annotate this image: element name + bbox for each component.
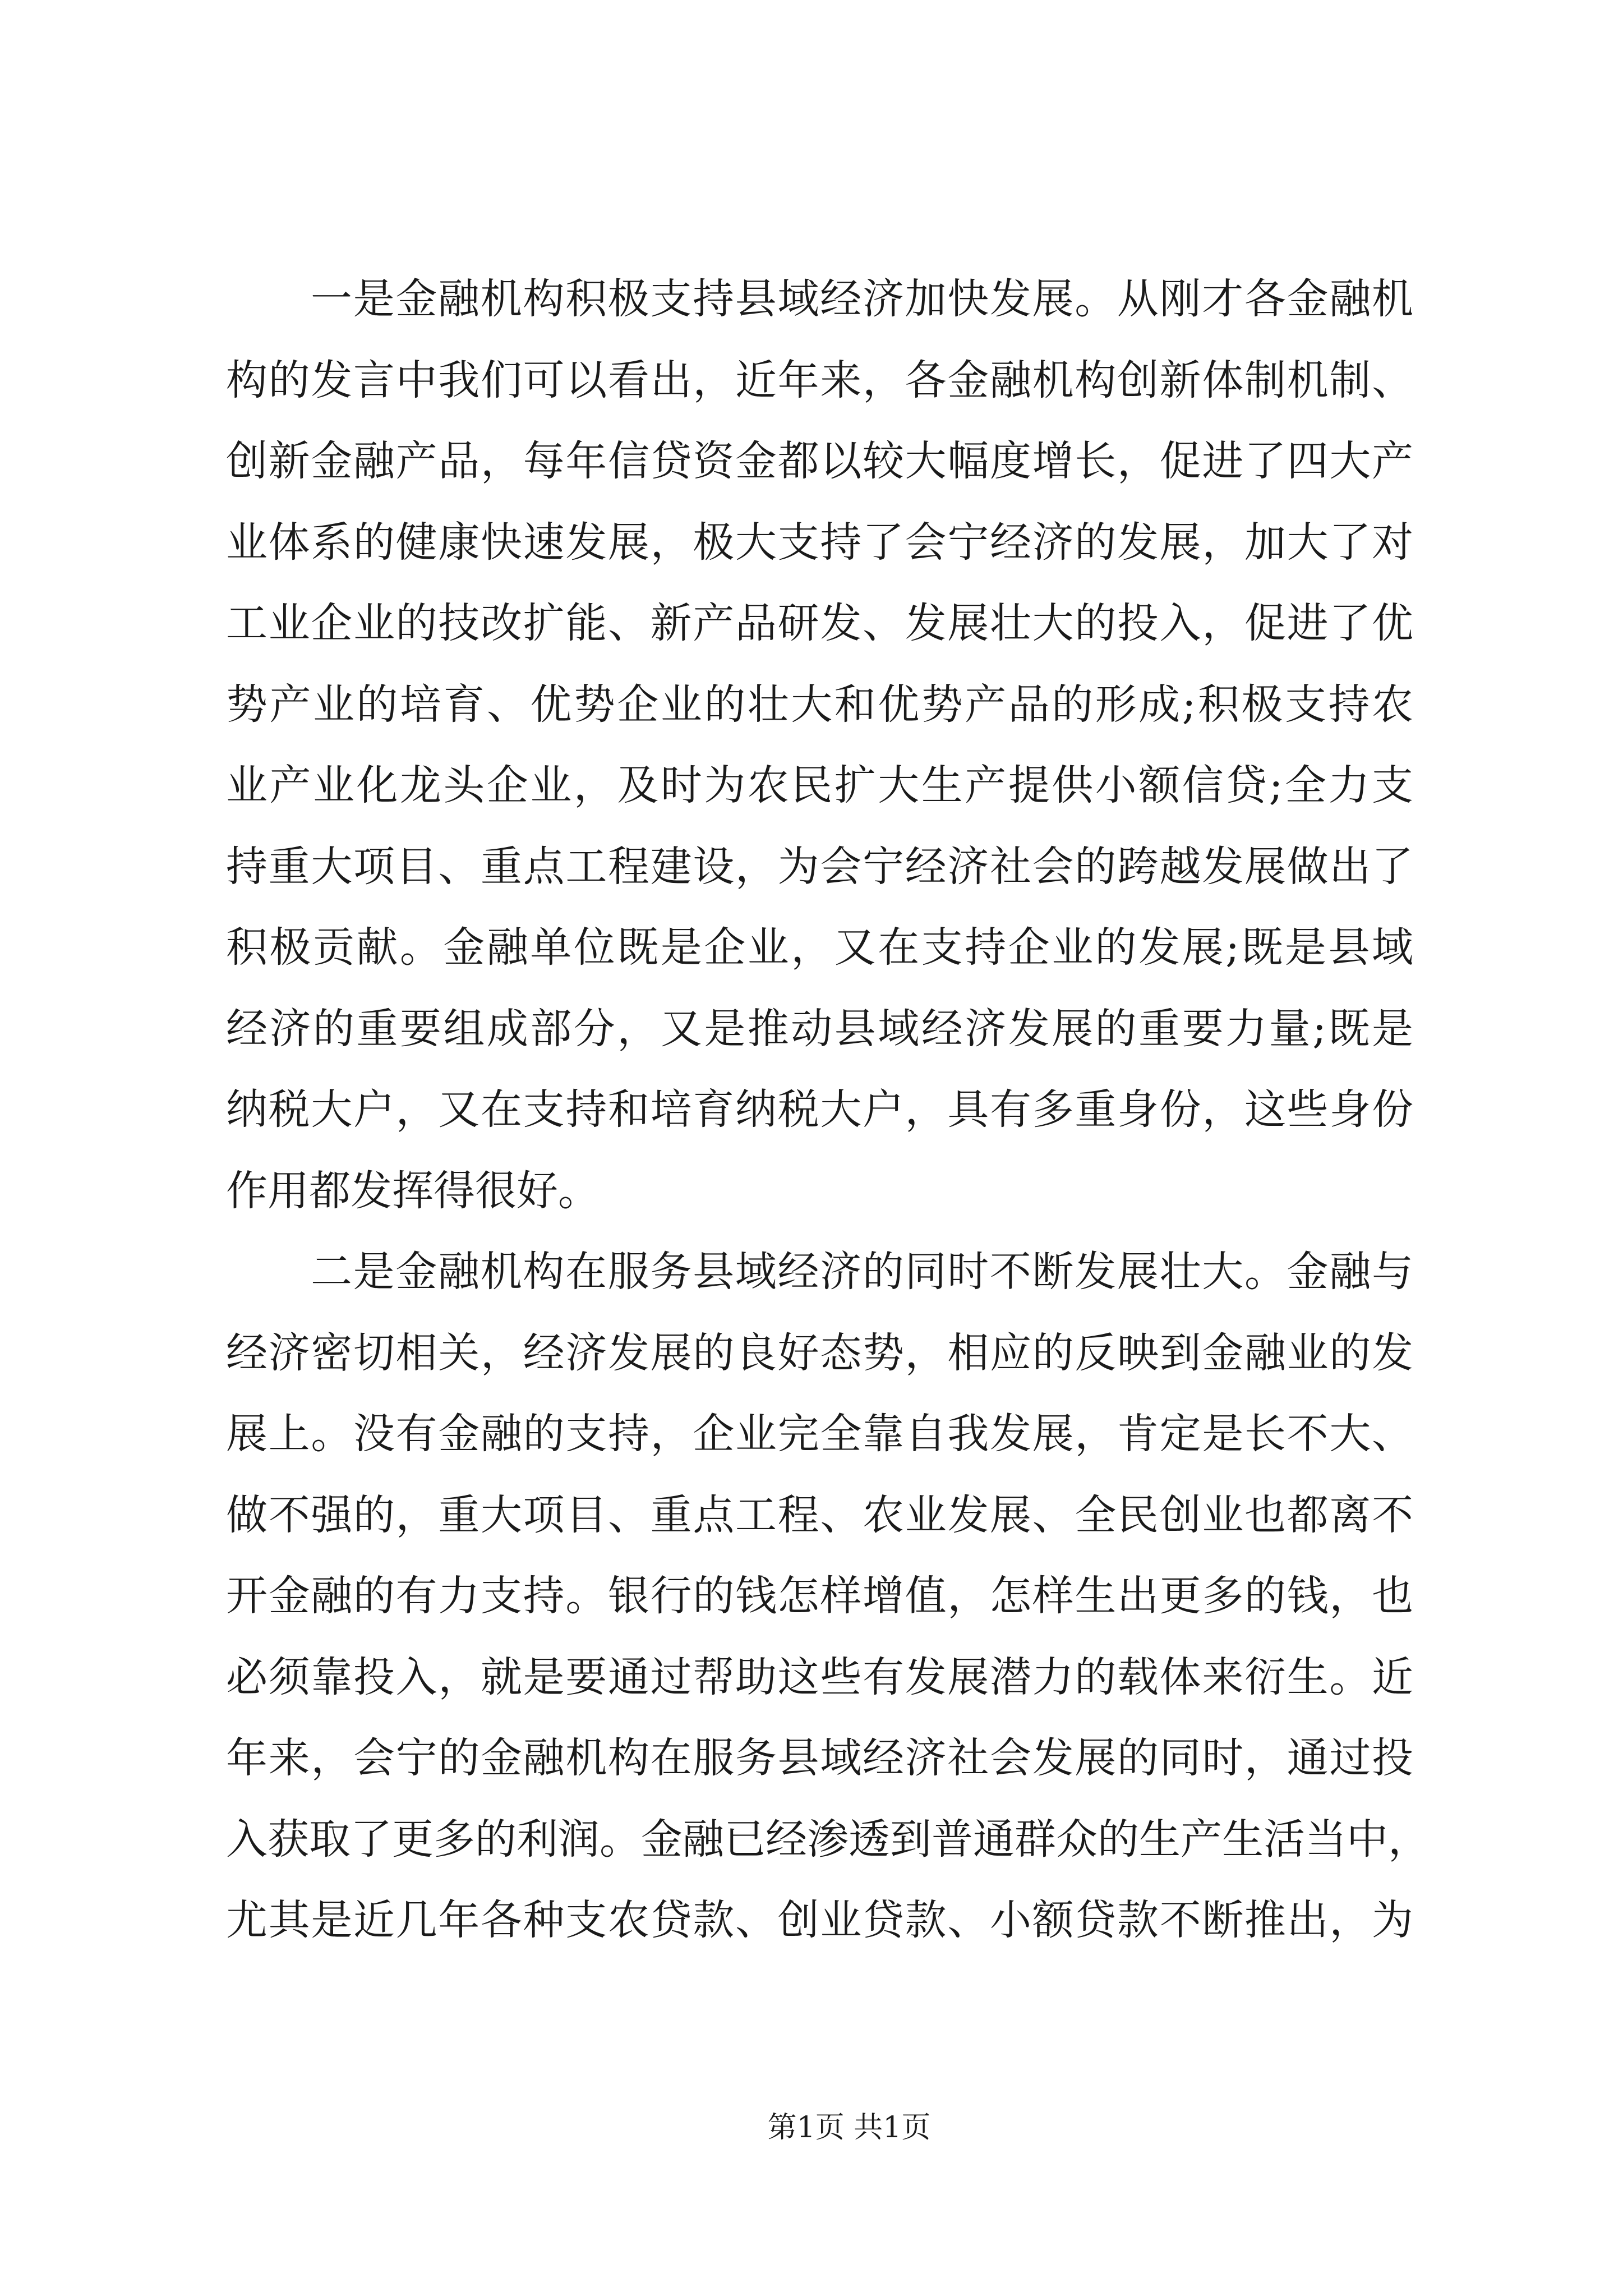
text-line: 纳税大户，又在支持和培育纳税大户，具有多重身份，这些身份 — [226, 1085, 1413, 1134]
paragraph-1 — [226, 259, 1413, 1231]
text-line: 构的发言中我们可以看出，近年来，各金融机构创新体制机制、 — [226, 356, 1413, 404]
text-line: 一是金融机构积极支持县域经济加快发展。从刚才各金融机 — [311, 275, 1413, 323]
text-line: 展上。没有金融的支持，企业完全靠自我发展，肯定是长不大、 — [226, 1410, 1413, 1458]
text-line: 作用都发挥得很好。 — [226, 1166, 600, 1215]
text-line: 积极贡献。金融单位既是企业，又在支持企业的发展;既是县域 — [226, 923, 1413, 972]
text-line: 入获取了更多的利润。金融已经渗透到普通群众的生产生活当中， — [226, 1815, 1430, 1864]
text-line: 二是金融机构在服务县域经济的同时不断发展壮大。金融与 — [311, 1248, 1413, 1296]
text-line: 工业企业的技改扩能、新产品研发、发展壮大的投入，促进了优 — [226, 599, 1413, 647]
text-line: 开金融的有力支持。银行的钱怎样增值，怎样生出更多的钱，也 — [226, 1572, 1413, 1620]
text-line: 创新金融产品，每年信贷资金都以较大幅度增长，促进了四大产 — [226, 437, 1413, 485]
text-line: 业产业化龙头企业，及时为农民扩大生产提供小额信贷;全力支 — [226, 761, 1413, 809]
paragraph-2 — [226, 1231, 1430, 1961]
text-line: 必须靠投入，就是要通过帮助这些有发展潜力的载体来衍生。近 — [226, 1653, 1413, 1701]
text-line: 经济密切相关，经济发展的良好态势，相应的反映到金融业的发 — [226, 1328, 1413, 1377]
text-line: 做不强的，重大项目、重点工程、农业发展、全民创业也都离不 — [226, 1490, 1413, 1539]
text-line: 经济的重要组成部分，又是推动县域经济发展的重要力量;既是 — [226, 1004, 1413, 1053]
text-line: 业体系的健康快速发展，极大支持了会宁经济的发展，加大了对 — [226, 518, 1413, 567]
text-line: 势产业的培育、优势企业的壮大和优势产品的形成;积极支持农 — [226, 680, 1413, 729]
text-line: 持重大项目、重点工程建设，为会宁经济社会的跨越发展做出了 — [226, 842, 1413, 891]
text-line: 尤其是近几年各种支农贷款、创业贷款、小额贷款不断推出，为 — [226, 1896, 1413, 1944]
page-footer-label: 第1页 共1页 — [767, 2111, 931, 2145]
body-text — [226, 259, 1430, 1961]
text-line: 年来，会宁的金融机构在服务县域经济社会发展的同时，通过投 — [226, 1734, 1413, 1782]
